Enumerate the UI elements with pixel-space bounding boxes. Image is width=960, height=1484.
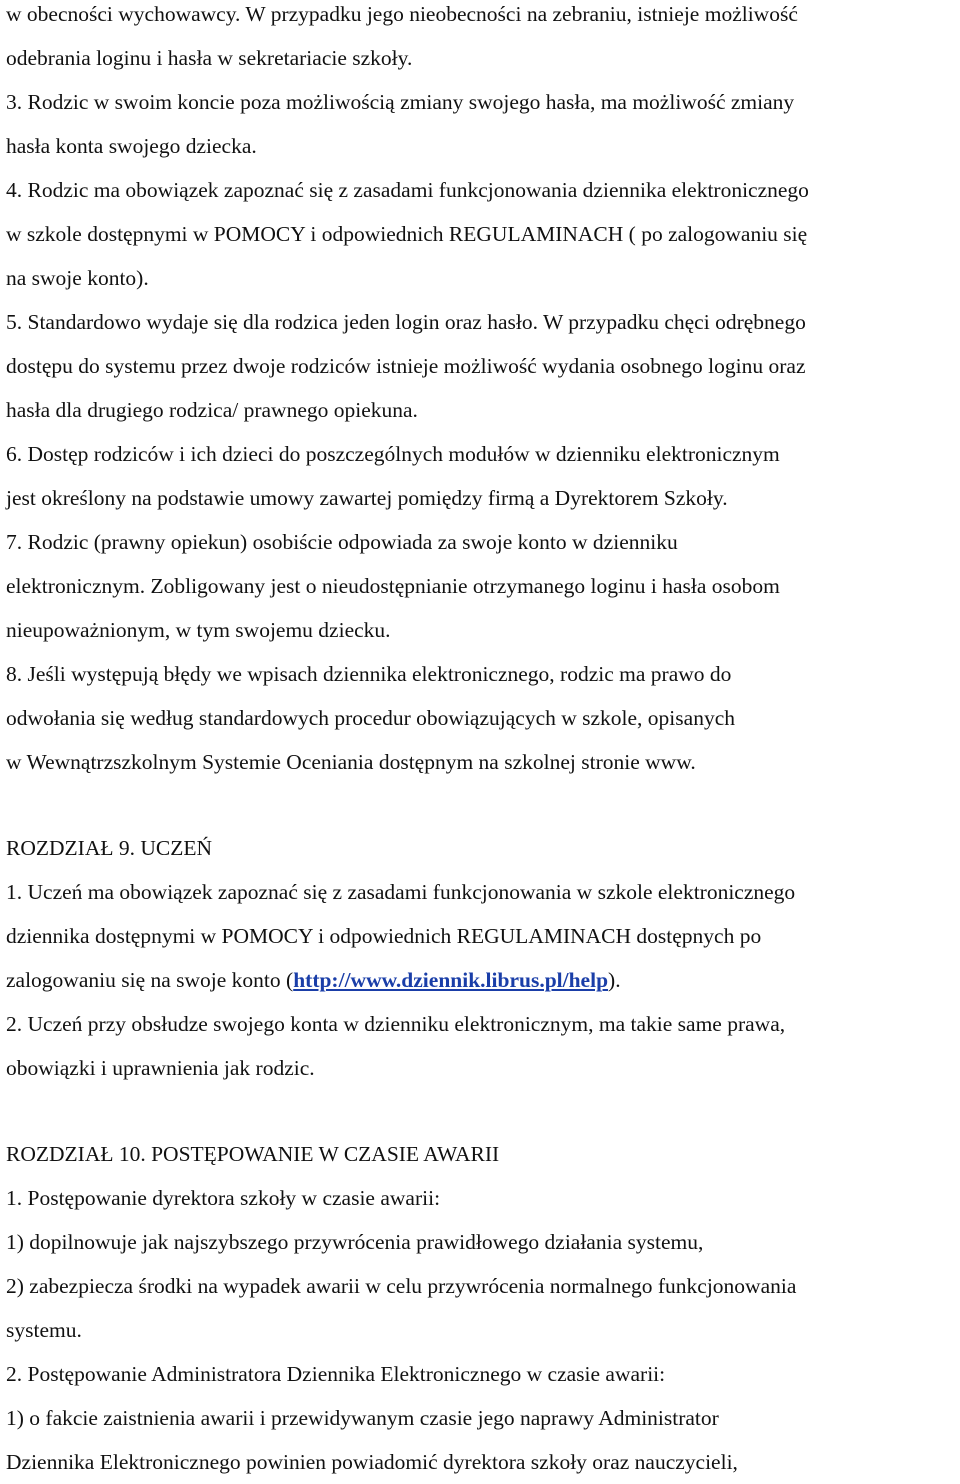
text-line: 6. Dostęp rodziców i ich dzieci do poszczególnych modułów w dzienniku elektronicznym bbox=[6, 442, 780, 466]
text-line-with-link bbox=[6, 958, 960, 1002]
text-line: odebrania loginu i hasła w sekretariacie szkoły. bbox=[6, 46, 413, 70]
parent-item-5 bbox=[0, 300, 960, 432]
text-line: 1) o fakcie zaistnienia awarii i przewidywanym czasie jego naprawy Administrator bbox=[6, 1406, 719, 1430]
text-line: 7. Rodzic (prawny opiekun) osobiście odpowiada za swoje konto w dzienniku bbox=[6, 530, 678, 554]
text-line: 2. Postępowanie Administratora Dziennika Elektronicznego w czasie awarii: bbox=[6, 1362, 666, 1386]
text-line: nieupoważnionym, w tym swojemu dziecku. bbox=[6, 618, 391, 642]
section-spacer bbox=[0, 784, 960, 826]
text-fragment: ). bbox=[608, 968, 621, 992]
text-line: systemu. bbox=[6, 1318, 82, 1342]
section-heading: ROZDZIAŁ 9. UCZEŃ bbox=[6, 836, 213, 860]
parent-item-7 bbox=[0, 520, 960, 652]
text-line: 1) dopilnowuje jak najszybszego przywrócenia prawidłowego działania systemu, bbox=[6, 1230, 704, 1254]
text-line: w Wewnątrzszkolnym Systemie Oceniania dostępnym na szkolnej stronie www. bbox=[6, 750, 696, 774]
text-line: obowiązki i uprawnienia jak rodzic. bbox=[6, 1056, 315, 1080]
text-line: w szkole dostępnymi w POMOCY i odpowiednich REGULAMINACH ( po zalogowaniu się bbox=[6, 222, 808, 246]
text-line: 4. Rodzic ma obowiązek zapoznać się z zasadami funkcjonowania dziennika elektronicznego bbox=[6, 178, 809, 202]
text-line: odwołania się według standardowych procedur obowiązujących w szkole, opisanych bbox=[6, 706, 735, 730]
text-line: dostępu do systemu przez dwoje rodziców istnieje możliwość wydania osobnego loginu oraz bbox=[6, 354, 806, 378]
continuation-paragraph bbox=[0, 0, 960, 80]
text-line: 2) zabezpiecza środki na wypadek awarii w celu przywrócenia normalnego funkcjonowania bbox=[6, 1274, 797, 1298]
parent-item-8 bbox=[0, 652, 960, 784]
text-line: 5. Standardowo wydaje się dla rodzica jeden login oraz hasło. W przypadku chęci odrębnego bbox=[6, 310, 806, 334]
parent-item-6 bbox=[0, 432, 960, 520]
text-line: na swoje konto). bbox=[6, 266, 149, 290]
help-link[interactable]: http://www.dziennik.librus.pl/help bbox=[293, 968, 609, 992]
text-line: w obecności wychowawcy. W przypadku jego nieobecności na zebraniu, istnieje możliwość bbox=[6, 2, 798, 26]
section-10 bbox=[0, 1132, 960, 1484]
text-line: elektronicznym. Zobligowany jest o nieudostępnianie otrzymanego loginu i hasła osobom bbox=[6, 574, 780, 598]
text-line: 1. Postępowanie dyrektora szkoły w czasie awarii: bbox=[6, 1186, 441, 1210]
parent-item-3 bbox=[0, 80, 960, 168]
text-fragment: zalogowaniu się na swoje konto ( bbox=[6, 968, 294, 992]
text-line: hasła konta swojego dziecka. bbox=[6, 134, 257, 158]
section-9 bbox=[0, 826, 960, 1090]
parent-item-4 bbox=[0, 168, 960, 300]
text-line: 8. Jeśli występują błędy we wpisach dziennika elektronicznego, rodzic ma prawo do bbox=[6, 662, 732, 686]
text-line: 3. Rodzic w swoim koncie poza możliwością zmiany swojego hasła, ma możliwość zmiany bbox=[6, 90, 795, 114]
text-line: Dziennika Elektronicznego powinien powiadomić dyrektora szkoły oraz nauczycieli, bbox=[6, 1450, 738, 1474]
text-line: 2. Uczeń przy obsłudze swojego konta w dzienniku elektronicznym, ma takie same prawa, bbox=[6, 1012, 786, 1036]
section-heading: ROZDZIAŁ 10. POSTĘPOWANIE W CZASIE AWARII bbox=[6, 1142, 500, 1166]
section-spacer bbox=[0, 1090, 960, 1132]
text-line: hasła dla drugiego rodzica/ prawnego opiekuna. bbox=[6, 398, 418, 422]
text-line: jest określony na podstawie umowy zawartej pomiędzy firmą a Dyrektorem Szkoły. bbox=[6, 486, 728, 510]
text-line: 1. Uczeń ma obowiązek zapoznać się z zasadami funkcjonowania w szkole elektronicznego bbox=[6, 880, 796, 904]
text-line: dziennika dostępnymi w POMOCY i odpowiednich REGULAMINACH dostępnych po bbox=[6, 924, 762, 948]
